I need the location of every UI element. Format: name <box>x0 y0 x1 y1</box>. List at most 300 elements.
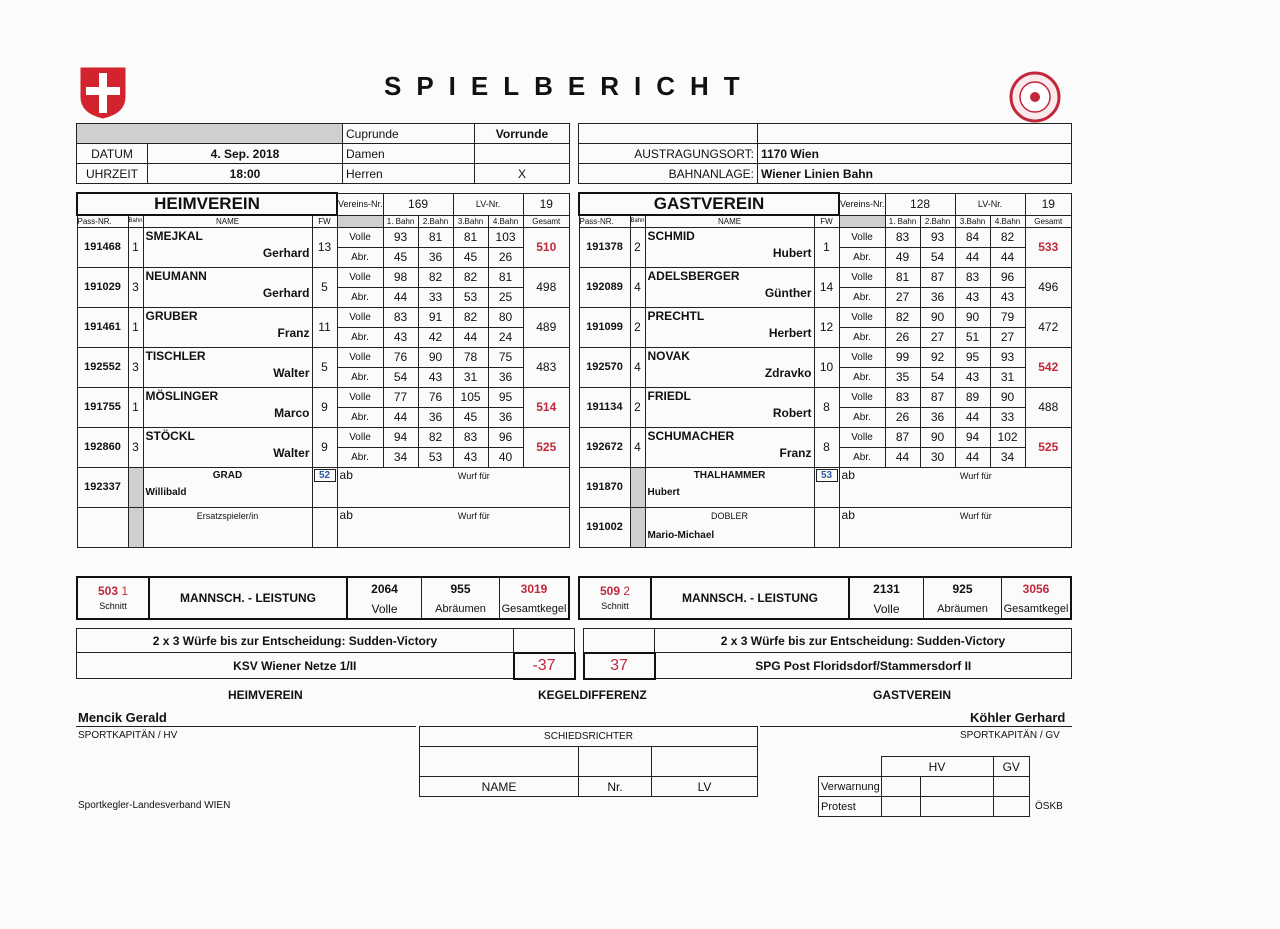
guest-name-header: NAME <box>645 215 814 227</box>
guest-sub1-ab: ab <box>841 467 855 482</box>
referee-lv-label: LV <box>652 777 758 797</box>
guest-volle-cell: 90 <box>920 307 955 327</box>
home-abr-cell: 44 <box>383 287 418 307</box>
guest-vereins-nr: 128 <box>885 193 955 215</box>
home-player-firstname: Marco <box>274 405 310 420</box>
home-captain-line <box>76 726 416 727</box>
home-volle-cell: 82 <box>418 427 453 447</box>
home-player-total: 498 <box>523 267 569 307</box>
guest-abr-label: Abr. <box>839 327 885 347</box>
home-vereins-nr-label: Vereins-Nr. <box>337 193 383 215</box>
home-pass-nr: 191461 <box>77 307 128 347</box>
guest-sub1-pass: 191870 <box>579 467 630 507</box>
home-label: HEIMVEREIN <box>77 193 337 215</box>
home-pass-nr: 191468 <box>77 227 128 267</box>
home-ersatz-label: Ersatzspieler/in <box>196 510 259 521</box>
home-bahn: 3 <box>128 267 143 307</box>
guest-volle-cell: 89 <box>955 387 990 407</box>
home-kegeldifferenz: -37 <box>514 653 575 679</box>
home-player-total: 489 <box>523 307 569 347</box>
home-abr-cell: 53 <box>453 287 488 307</box>
guest-abr-label: Abräumen <box>924 599 1002 619</box>
home-fw-header: FW <box>312 215 337 227</box>
guest-bahn: 4 <box>630 427 645 467</box>
bahnanlage-value: Wiener Linien Bahn <box>758 164 1072 184</box>
vorrunde-label: Vorrunde <box>475 124 570 144</box>
guest-vereins-nr-label: Vereins-Nr. <box>839 193 885 215</box>
cuprunde-label: Cuprunde <box>343 124 475 144</box>
guest-abr-cell: 54 <box>920 367 955 387</box>
guest-pass-nr: 191099 <box>579 307 630 347</box>
guest-fw: 8 <box>814 387 839 427</box>
guest-lv-nr: 19 <box>1025 193 1071 215</box>
home-abr-cell: 36 <box>488 407 523 427</box>
home-player-lastname: SMEJKAL <box>145 228 203 243</box>
home-abr-cell: 25 <box>488 287 523 307</box>
home-bahn: 3 <box>128 427 143 467</box>
home-volle-cell: 90 <box>418 347 453 367</box>
guest-abr-cell: 43 <box>955 367 990 387</box>
home-player-row <box>77 347 570 367</box>
guest-player-row <box>579 267 1072 287</box>
guest-fw: 10 <box>814 347 839 387</box>
guest-abr-cell: 27 <box>990 327 1025 347</box>
home-volle-total: 2064 <box>347 577 422 599</box>
guest-abr-cell: 26 <box>885 327 920 347</box>
guest-volle-cell: 93 <box>990 347 1025 367</box>
guest-captain-name: Köhler Gerhard <box>970 710 1066 725</box>
home-player-lastname: TISCHLER <box>145 348 206 363</box>
guest-sub2-firstname: Mario-Michael <box>647 529 715 541</box>
home-abr-cell: 45 <box>453 247 488 267</box>
home-volle-cell: 83 <box>453 427 488 447</box>
guest-roster-table <box>578 192 1072 548</box>
guest-abr-total: 925 <box>924 577 1002 599</box>
guest-player-total: 542 <box>1025 347 1071 387</box>
guest-abr-label: Abr. <box>839 407 885 427</box>
guest-volle-cell: 99 <box>885 347 920 367</box>
home-bahn: 1 <box>128 227 143 267</box>
guest-player-row <box>579 427 1072 447</box>
home-player-lastname: NEUMANN <box>145 268 207 283</box>
home-abr-cell: 34 <box>383 447 418 467</box>
guest-volle-cell: 87 <box>920 387 955 407</box>
guest-abr-cell: 36 <box>920 407 955 427</box>
home-gesamt-label: Gesamtkegel <box>500 599 570 619</box>
home-player-lastname: MÖSLINGER <box>145 388 219 403</box>
guest-b2-header: 2.Bahn <box>920 215 955 227</box>
home-abr-cell: 43 <box>453 447 488 467</box>
home-player-total: 483 <box>523 347 569 387</box>
guest-fw: 1 <box>814 227 839 267</box>
home-volle-label: Volle <box>347 599 422 619</box>
home-volle-cell: 98 <box>383 267 418 287</box>
home-bahn: 1 <box>128 307 143 347</box>
guest-fw: 8 <box>814 427 839 467</box>
home-sudden-victory: 2 x 3 Würfe bis zur Entscheidung: Sudden-Victory <box>77 629 514 653</box>
home-fw: 11 <box>312 307 337 347</box>
home-volle-cell: 93 <box>383 227 418 247</box>
guest-volle-label: Volle <box>839 347 885 367</box>
guest-abr-cell: 43 <box>955 287 990 307</box>
herren-mark: X <box>475 164 570 184</box>
guest-volle-label: Volle <box>839 267 885 287</box>
guest-sub2-wurf: Wurf für <box>959 510 992 521</box>
guest-bahn: 2 <box>630 307 645 347</box>
home-bahn: 3 <box>128 347 143 387</box>
guest-player-lastname: NOVAK <box>647 348 690 363</box>
home-abr-cell: 44 <box>453 327 488 347</box>
guest-fw: 12 <box>814 307 839 347</box>
guest-abr-cell: 51 <box>955 327 990 347</box>
home-captain-name: Mencik Gerald <box>78 710 167 725</box>
match-info-table <box>76 123 570 184</box>
ort-label: AUSTRAGUNGSORT: <box>579 144 758 164</box>
home-player-row <box>77 267 570 287</box>
home-summary <box>76 576 570 620</box>
home-gesamt-header: Gesamt <box>523 215 569 227</box>
home-fw: 9 <box>312 387 337 427</box>
guest-player-total: 525 <box>1025 427 1071 467</box>
guest-player-row <box>579 307 1072 327</box>
guest-pass-nr: 191378 <box>579 227 630 267</box>
home-volle-cell: 94 <box>383 427 418 447</box>
guest-abr-cell: 31 <box>990 367 1025 387</box>
home-sub2-ab: ab <box>339 507 353 522</box>
guest-player-firstname: Robert <box>772 405 812 420</box>
guest-player-firstname: Zdravko <box>764 365 812 380</box>
guest-abr-cell: 43 <box>990 287 1025 307</box>
home-pass-nr: 192552 <box>77 347 128 387</box>
home-abr-label: Abr. <box>337 247 383 267</box>
guest-volle-cell: 83 <box>885 387 920 407</box>
home-sub1-fw: 52 <box>314 469 336 482</box>
home-abr-label: Abr. <box>337 367 383 387</box>
home-schnitt: 503 <box>97 584 118 598</box>
referee-table <box>419 726 758 797</box>
guest-player-firstname: Günther <box>764 285 812 300</box>
bahnanlage-label: BAHNANLAGE: <box>579 164 758 184</box>
guest-player-row <box>579 227 1072 247</box>
guest-sub1-fw: 53 <box>816 469 838 482</box>
home-rank: 1 <box>121 584 129 598</box>
herren-label: Herren <box>343 164 475 184</box>
guest-pass-header: Pass-NR. <box>579 215 630 227</box>
home-volle-label: Volle <box>337 387 383 407</box>
guest-abr-cell: 33 <box>990 407 1025 427</box>
home-volle-cell: 105 <box>453 387 488 407</box>
home-b2-header: 2.Bahn <box>418 215 453 227</box>
home-roster-table <box>76 192 570 548</box>
venue-table <box>578 123 1072 184</box>
home-volle-cell: 76 <box>418 387 453 407</box>
home-pass-nr: 191029 <box>77 267 128 307</box>
guest-volle-cell: 84 <box>955 227 990 247</box>
guest-volle-label: Volle <box>839 427 885 447</box>
home-abr-cell: 31 <box>453 367 488 387</box>
guest-volle-cell: 90 <box>990 387 1025 407</box>
guest-player-lastname: ADELSBERGER <box>647 268 740 283</box>
home-abr-cell: 54 <box>383 367 418 387</box>
guest-abr-cell: 30 <box>920 447 955 467</box>
guest-fw: 14 <box>814 267 839 307</box>
home-gesamt-total: 3019 <box>500 577 570 599</box>
warning-table <box>818 756 1030 817</box>
home-player-total: 525 <box>523 427 569 467</box>
home-abr-label: Abr. <box>337 287 383 307</box>
guest-player-lastname: PRECHTL <box>647 308 705 323</box>
home-abr-cell: 53 <box>418 447 453 467</box>
guest-volle-cell: 82 <box>885 307 920 327</box>
home-player-firstname: Gerhard <box>262 245 310 260</box>
home-fw: 5 <box>312 267 337 307</box>
guest-captain-line <box>760 726 1072 727</box>
guest-abr-cell: 49 <box>885 247 920 267</box>
home-volle-label: Volle <box>337 227 383 247</box>
guest-player-row <box>579 387 1072 407</box>
datum-label: DATUM <box>77 144 148 164</box>
home-b4-header: 4.Bahn <box>488 215 523 227</box>
guest-bahn: 2 <box>630 227 645 267</box>
guest-abr-cell: 44 <box>955 447 990 467</box>
guest-team-block <box>578 192 1072 548</box>
guest-player-firstname: Hubert <box>772 245 812 260</box>
home-sub1-pass: 192337 <box>77 467 128 507</box>
guest-volle-cell: 83 <box>885 227 920 247</box>
heimverein-caption: HEIMVEREIN <box>228 688 303 702</box>
guest-player-total: 472 <box>1025 307 1071 347</box>
page-title: SPIELBERICHT <box>384 71 755 101</box>
verwarnung-label: Verwarnung <box>819 777 882 797</box>
home-fw: 13 <box>312 227 337 267</box>
guest-bahn: 4 <box>630 267 645 307</box>
home-abr-cell: 33 <box>418 287 453 307</box>
home-abr-cell: 44 <box>383 407 418 427</box>
home-pass-nr: 192860 <box>77 427 128 467</box>
guest-mannsch-label: MANNSCH. - LEISTUNG <box>651 577 849 619</box>
guest-pass-nr: 192672 <box>579 427 630 467</box>
home-pass-nr: 191755 <box>77 387 128 427</box>
gv-label: GV <box>993 757 1030 777</box>
home-b1-header: 1. Bahn <box>383 215 418 227</box>
guest-b3-header: 3.Bahn <box>955 215 990 227</box>
home-player-lastname: STÖCKL <box>145 428 195 443</box>
home-player-total: 510 <box>523 227 569 267</box>
home-player-firstname: Gerhard <box>262 285 310 300</box>
home-abr-cell: 45 <box>383 247 418 267</box>
home-abr-cell: 43 <box>418 367 453 387</box>
guest-abr-cell: 44 <box>955 407 990 427</box>
gastverein-caption: GASTVEREIN <box>873 688 952 702</box>
home-volle-cell: 91 <box>418 307 453 327</box>
home-abr-cell: 40 <box>488 447 523 467</box>
home-player-firstname: Walter <box>273 365 310 380</box>
home-fw: 9 <box>312 427 337 467</box>
home-mannsch-label: MANNSCH. - LEISTUNG <box>149 577 347 619</box>
guest-abr-cell: 44 <box>990 247 1025 267</box>
home-player-row <box>77 307 570 327</box>
home-player-row <box>77 227 570 247</box>
guest-abr-cell: 26 <box>885 407 920 427</box>
guest-volle-cell: 82 <box>990 227 1025 247</box>
home-player-row <box>77 427 570 447</box>
guest-bahn: 4 <box>630 347 645 387</box>
guest-volle-cell: 87 <box>885 427 920 447</box>
home-volle-cell: 78 <box>453 347 488 367</box>
home-volle-cell: 103 <box>488 227 523 247</box>
home-volle-cell: 81 <box>488 267 523 287</box>
home-volle-cell: 81 <box>418 227 453 247</box>
referee-nr-label: Nr. <box>579 777 652 797</box>
guest-sudden-victory: 2 x 3 Würfe bis zur Entscheidung: Sudden-Victory <box>655 629 1072 653</box>
home-abr-label: Abr. <box>337 447 383 467</box>
guest-volle-cell: 81 <box>885 267 920 287</box>
guest-player-firstname: Franz <box>779 445 812 460</box>
guest-sub1-lastname: THALHAMMER <box>693 469 766 481</box>
guest-sub2-ab: ab <box>841 507 855 522</box>
home-volle-cell: 80 <box>488 307 523 327</box>
guest-label: GASTVEREIN <box>579 193 839 215</box>
guest-volle-cell: 95 <box>955 347 990 367</box>
guest-abr-label: Abr. <box>839 247 885 267</box>
hv-label: HV <box>881 757 993 777</box>
guest-sub2-lastname: DOBLER <box>711 510 749 521</box>
home-player-lastname: GRUBER <box>145 308 198 323</box>
home-abr-cell: 36 <box>418 247 453 267</box>
guest-volle-cell: 90 <box>955 307 990 327</box>
home-abr-label: Abräumen <box>422 599 500 619</box>
guest-volle-label: Volle <box>839 227 885 247</box>
home-vereins-nr: 169 <box>383 193 453 215</box>
datum-value: 4. Sep. 2018 <box>148 144 343 164</box>
guest-bahn-header: Bahn <box>630 215 645 227</box>
guest-volle-cell: 87 <box>920 267 955 287</box>
guest-lv-nr-label: LV-Nr. <box>955 193 1025 215</box>
home-volle-cell: 83 <box>383 307 418 327</box>
guest-volle-cell: 96 <box>990 267 1025 287</box>
home-volle-cell: 82 <box>453 267 488 287</box>
home-abr-cell: 43 <box>383 327 418 347</box>
damen-label: Damen <box>343 144 475 164</box>
ort-value: 1170 Wien <box>758 144 1072 164</box>
guest-volle-label: Volle <box>849 599 924 619</box>
home-lv-nr-label: LV-Nr. <box>453 193 523 215</box>
home-abr-label: Abr. <box>337 407 383 427</box>
guest-volle-cell: 92 <box>920 347 955 367</box>
home-team-name: KSV Wiener Netze 1/II <box>77 653 514 679</box>
home-volle-cell: 76 <box>383 347 418 367</box>
oeskb-seal-icon <box>1009 71 1061 123</box>
home-abr-cell: 36 <box>488 367 523 387</box>
guest-pass-nr: 192089 <box>579 267 630 307</box>
result-table <box>76 628 1072 680</box>
guest-gesamt-label: Gesamtkegel <box>1002 599 1072 619</box>
home-fw: 5 <box>312 347 337 387</box>
guest-volle-cell: 83 <box>955 267 990 287</box>
home-sub1-ab: ab <box>339 467 353 482</box>
guest-abr-cell: 44 <box>885 447 920 467</box>
guest-gesamt-total: 3056 <box>1002 577 1072 599</box>
home-player-row <box>77 387 570 407</box>
home-bahn: 1 <box>128 387 143 427</box>
home-volle-cell: 81 <box>453 227 488 247</box>
guest-player-row <box>579 347 1072 367</box>
home-volle-cell: 82 <box>453 307 488 327</box>
guest-pass-nr: 191134 <box>579 387 630 427</box>
guest-b1-header: 1. Bahn <box>885 215 920 227</box>
guest-abr-label: Abr. <box>839 287 885 307</box>
guest-abr-cell: 35 <box>885 367 920 387</box>
home-volle-label: Volle <box>337 267 383 287</box>
home-player-firstname: Franz <box>277 325 310 340</box>
verband-label: Sportkegler-Landesverband WIEN <box>78 800 231 811</box>
guest-abr-cell: 54 <box>920 247 955 267</box>
guest-rank: 2 <box>623 584 631 598</box>
referee-name-label: NAME <box>420 777 579 797</box>
home-volle-cell: 75 <box>488 347 523 367</box>
guest-volle-cell: 93 <box>920 227 955 247</box>
home-lv-nr: 19 <box>523 193 569 215</box>
guest-abr-cell: 36 <box>920 287 955 307</box>
home-team-block <box>76 192 570 548</box>
guest-abr-cell: 27 <box>885 287 920 307</box>
home-abr-cell: 26 <box>488 247 523 267</box>
home-abr-total: 955 <box>422 577 500 599</box>
home-volle-label: Volle <box>337 347 383 367</box>
guest-gesamt-header: Gesamt <box>1025 215 1071 227</box>
guest-volle-cell: 102 <box>990 427 1025 447</box>
guest-player-total: 488 <box>1025 387 1071 427</box>
guest-sub2-pass: 191002 <box>579 507 630 547</box>
kegeldifferenz-caption: KEGELDIFFERENZ <box>538 688 647 702</box>
oeskb-label: ÖSKB <box>1035 801 1063 812</box>
guest-volle-total: 2131 <box>849 577 924 599</box>
guest-sub1-firstname: Hubert <box>647 486 680 498</box>
home-pass-header: Pass-NR. <box>77 215 128 227</box>
protest-label: Protest <box>819 797 882 817</box>
home-abr-cell: 24 <box>488 327 523 347</box>
guest-player-total: 533 <box>1025 227 1071 267</box>
guest-player-lastname: FRIEDL <box>647 388 691 403</box>
home-schnitt-label: Schnitt <box>99 601 127 611</box>
guest-pass-nr: 192570 <box>579 347 630 387</box>
guest-volle-cell: 90 <box>920 427 955 447</box>
home-volle-cell: 96 <box>488 427 523 447</box>
home-sub1-firstname: Willibald <box>145 486 187 498</box>
guest-schnitt-label: Schnitt <box>601 601 629 611</box>
guest-bahn: 2 <box>630 387 645 427</box>
home-player-firstname: Walter <box>273 445 310 460</box>
guest-abr-cell: 27 <box>920 327 955 347</box>
guest-volle-label: Volle <box>839 307 885 327</box>
guest-abr-label: Abr. <box>839 367 885 387</box>
home-abr-label: Abr. <box>337 327 383 347</box>
home-volle-label: Volle <box>337 307 383 327</box>
home-sub1-lastname: GRAD <box>212 469 243 481</box>
guest-schnitt: 509 <box>599 584 620 598</box>
guest-volle-label: Volle <box>839 387 885 407</box>
uhrzeit-value: 18:00 <box>148 164 343 184</box>
guest-abr-cell: 34 <box>990 447 1025 467</box>
guest-volle-cell: 79 <box>990 307 1025 327</box>
home-volle-cell: 82 <box>418 267 453 287</box>
vienna-crest-icon <box>80 67 126 119</box>
guest-player-lastname: SCHUMACHER <box>647 428 735 443</box>
guest-sub1-wurf: Wurf für <box>959 470 992 481</box>
guest-summary <box>578 576 1072 620</box>
guest-b4-header: 4.Bahn <box>990 215 1025 227</box>
guest-volle-cell: 94 <box>955 427 990 447</box>
